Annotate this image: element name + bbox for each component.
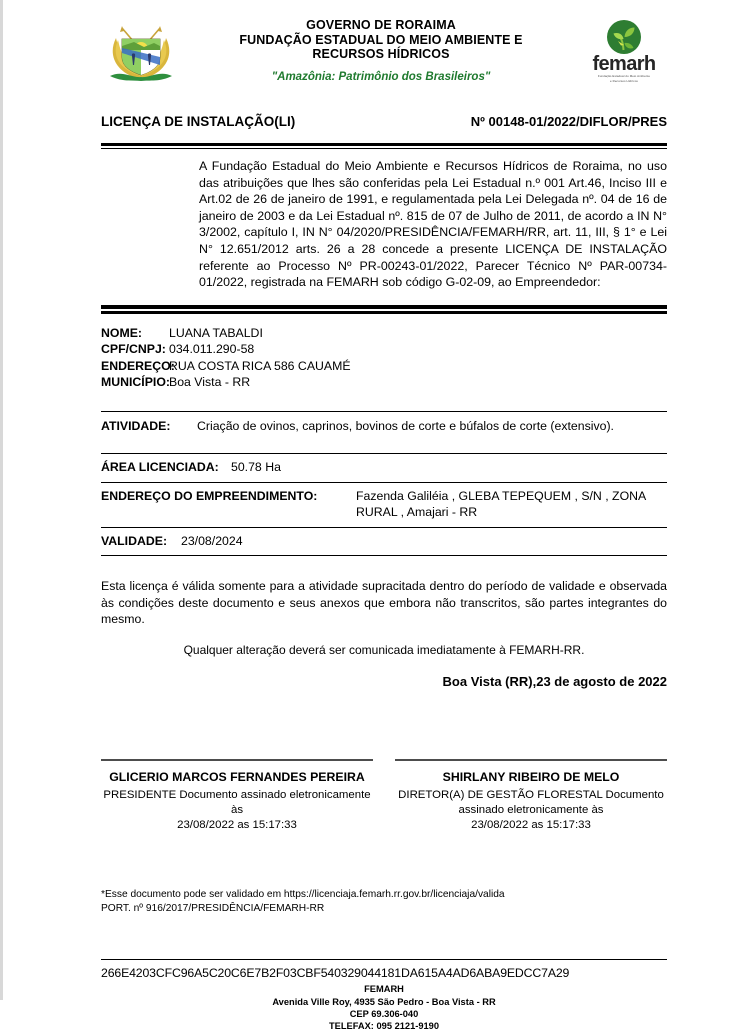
- divider-holder-top: [101, 305, 667, 314]
- divider-hash-top: [101, 959, 667, 960]
- area-value: 50.78 Ha: [231, 460, 281, 475]
- org-line-3: RECURSOS HÍDRICOS: [312, 47, 450, 61]
- signatory-timestamp-president: 23/08/2022 as 15:17:33: [177, 818, 297, 831]
- document-number: Nº 00148-01/2022/DIFLOR/PRES: [470, 114, 667, 129]
- endereco-empreendimento-value-line-2: RURAL , Amajari - RR: [356, 505, 478, 520]
- field-row-nome: [101, 325, 667, 342]
- femarh-leaf-icon: [606, 19, 642, 55]
- validade-label: VALIDADE:: [101, 533, 168, 548]
- divider-validade-bottom: [101, 555, 667, 556]
- org-line-1: GOVERNO DE RORAIMA: [306, 18, 456, 32]
- signatory-role-president-line-2: às: [230, 804, 244, 817]
- signatory-name-director: SHIRLANY RIBEIRO DE MELO: [442, 770, 620, 785]
- femarh-wordmark: femarh: [592, 53, 656, 75]
- endereco-empreendimento-label: ENDEREÇO DO EMPREENDIMENTO:: [101, 488, 318, 503]
- endereco-label: ENDEREÇO:: [101, 358, 175, 373]
- endereco-empreendimento-row: [101, 483, 667, 527]
- signatory-role-director-line-2: assinado eletronicamente às: [458, 804, 604, 817]
- page-title: LICENÇA DE INSTALAÇÃO(LI): [101, 114, 296, 129]
- signatory-name-president: GLICERIO MARCOS FERNANDES PEREIRA: [109, 770, 365, 785]
- footer-street: Avenida Ville Roy, 4935 São Pedro - Boa Vista - RR: [272, 996, 496, 1007]
- place-and-date: Boa Vista (RR),23 de agosto de 2022: [442, 674, 667, 690]
- footer-org-name: FEMARH: [364, 984, 404, 995]
- field-row-cpf: [101, 341, 667, 358]
- nome-value: LUANA TABALDI: [169, 325, 263, 340]
- header-title-block: [181, 18, 581, 83]
- institution-motto: "Amazônia: Patrimônio dos Brasileiros": [271, 70, 491, 83]
- endereco-empreendimento-value-line-1: Fazenda Galiléia , GLEBA TEPEQUEM , S/N , ZONA: [356, 488, 647, 503]
- footer-telefax: TELEFAX: 095 2121-9190: [328, 1021, 440, 1032]
- signatory-role-president-line-1: PRESIDENTE Documento assinado eletronicamente: [103, 789, 371, 802]
- endereco-value: RUA COSTA RICA 586 CAUAMÉ: [169, 358, 351, 373]
- signature-block-director: [395, 759, 667, 832]
- nome-label: NOME:: [101, 325, 142, 340]
- document-content: [101, 0, 667, 1033]
- femarh-subtitle-line-2: e Recursos Hídricos: [610, 78, 638, 83]
- footer-cep: CEP 69.306-040: [349, 1009, 419, 1020]
- atividade-label: ATIVIDADE:: [101, 418, 171, 433]
- area-row: [101, 454, 667, 482]
- area-label: ÁREA LICENCIADA:: [101, 460, 219, 475]
- change-note: Qualquer alteração deverá ser comunicada imediatamente à FEMARH-RR.: [183, 643, 585, 658]
- municipio-label: MUNICÍPIO:: [101, 375, 170, 390]
- signature-line-president: [101, 759, 373, 761]
- org-line-2: FUNDAÇÃO ESTADUAL DO MEIO AMBIENTE E: [239, 32, 523, 47]
- municipio-value: Boa Vista - RR: [169, 375, 251, 390]
- validation-portaria-line: PORT. nº 916/2017/PRESIDÊNCIA/FEMARH-RR: [101, 902, 325, 914]
- signatory-timestamp-director: 23/08/2022 as 15:17:33: [471, 818, 591, 831]
- atividade-value: Criação de ovinos, caprinos, bovinos de corte e búfalos de corte (extensivo).: [197, 418, 614, 433]
- field-row-municipio: [101, 374, 667, 391]
- signatory-role-director-line-1: DIRETOR(A) DE GESTÃO FLORESTAL Documento: [398, 789, 664, 802]
- femarh-subtitle-line-1: Fundação Estadual do Meio Ambiente: [597, 74, 651, 78]
- validade-row: [101, 528, 667, 556]
- validade-value: 23/08/2024: [181, 533, 243, 548]
- cpf-label: CPF/CNPJ:: [101, 342, 166, 357]
- document-hash: 266E4203CFC96A5C20C6E7B2F03CBF540329044181DA615A4AD6ABA9EDCC7A29: [101, 966, 570, 981]
- holder-fields: [101, 325, 667, 391]
- document-header: [101, 0, 667, 98]
- preamble-paragraph: A Fundação Estadual do Meio Ambiente e Recursos Hídricos de Roraima, no uso das atribuições que lhes são conferidas pela Lei Estadual n.º 001 Art.46, Inciso III e Art.02 de 26 de janeiro de 1991, e regulamentada pela Lei Delegada nº. 04 de 16 de janeiro de 2003 e da Lei Estadual nº. 815 de 07 de Julho de 2011, de acordo a IN N° 3/2002, capítulo I, IN N° 04/2020/PRESIDÊNCIA/FEMARH/RR, art. 11, III, § 1° e Lei N° 12.651/2012 arts. 26 a 28 concede a presente LICENÇA DE INSTALAÇÃO referente ao Processo Nº PR-00243-01/2022, Parecer Técnico Nº PAR-00734-01/2022, registrada na FEMARH sob código G-02-09, ao Empreendedor:: [199, 159, 667, 290]
- document-title-row: [101, 114, 667, 129]
- femarh-logo: [581, 18, 667, 83]
- atividade-row: [101, 412, 667, 442]
- divider-top: [101, 143, 667, 149]
- roraima-coat-of-arms-icon: [101, 18, 181, 86]
- validity-note: Esta licença é válida somente para a atividade supracitada dentro do período de validade e observada às condições deste documento e seus anexos que embora não transcritos, são partes integrantes do mesmo.: [101, 579, 667, 627]
- validation-url-line: *Esse documento pode ser validado em https://licenciaja.femarh.rr.gov.br/licenciaja/valida: [101, 889, 505, 901]
- cpf-value: 034.011.290-58: [169, 342, 255, 357]
- validation-note: [101, 888, 667, 915]
- field-row-endereco: [101, 358, 667, 375]
- signature-block-president: [101, 759, 373, 832]
- signature-area: [101, 759, 667, 832]
- signature-line-director: [395, 759, 667, 761]
- footer-address: [101, 983, 667, 1033]
